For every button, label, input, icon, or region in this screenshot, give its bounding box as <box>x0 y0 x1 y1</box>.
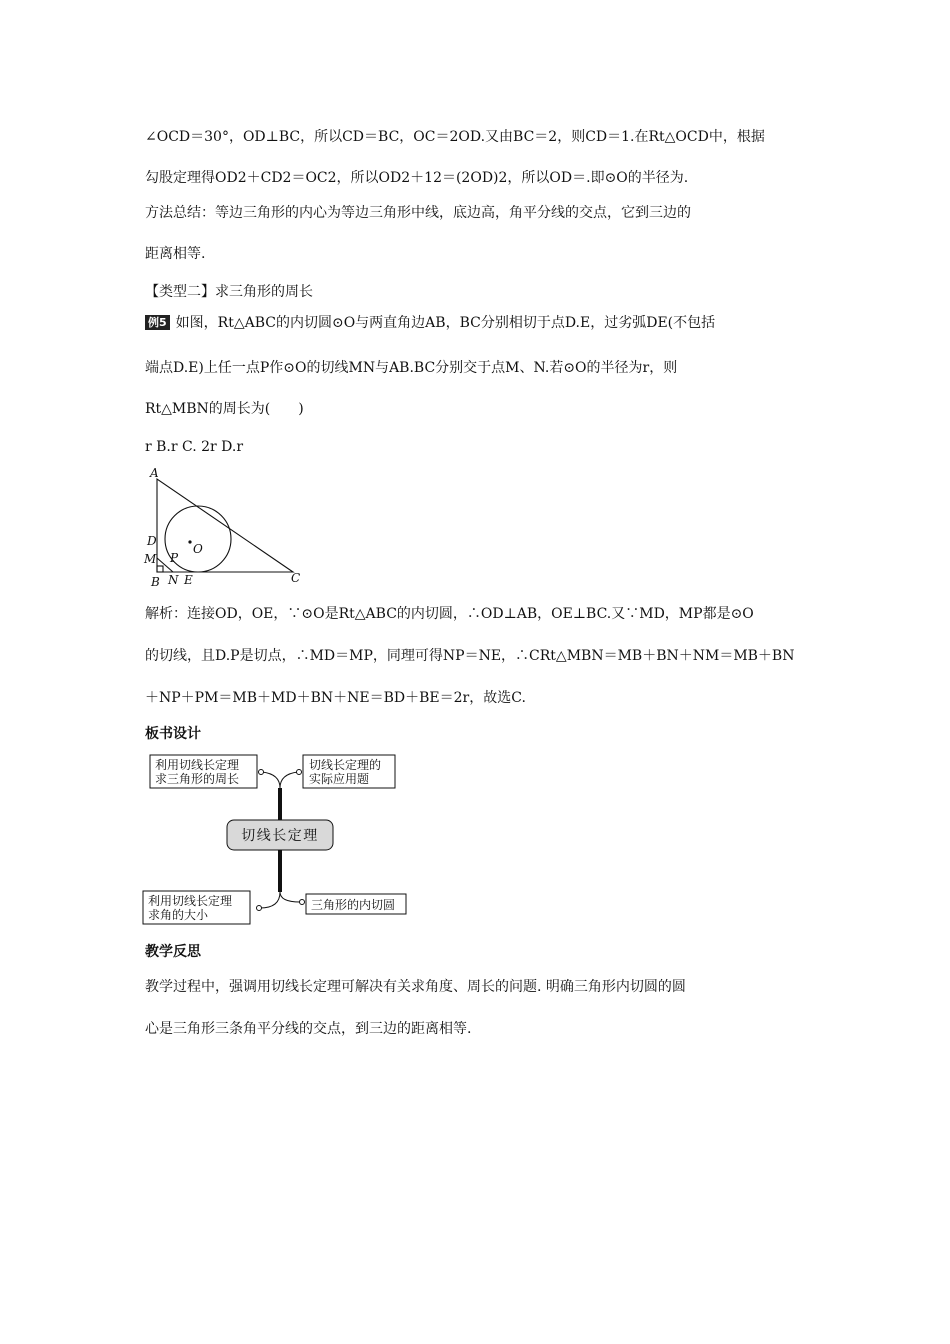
right-angle-mark <box>157 566 163 572</box>
top-left-line-2: 求三角形的周长 <box>155 772 240 786</box>
label-m: M <box>144 552 157 566</box>
example-5-line-1 <box>145 313 715 333</box>
method-summary-line-2: 距离相等. <box>145 246 206 262</box>
example-badge: 例5 <box>145 315 170 330</box>
top-right-line-1: 切线长定理的 <box>309 758 382 772</box>
label-e: E <box>184 573 193 587</box>
reflection-line-2: 心是三角形三条角平分线的交点，到三边的距离相等. <box>145 1021 472 1037</box>
top-right-line-2: 实际应用题 <box>309 772 370 786</box>
example-5-line-3: Rt△MBN的周长为( ) <box>145 401 304 417</box>
label-d: D <box>147 534 157 548</box>
example-5-text: 如图，Rt△ABC的内切圆⊙O与两直角边AB，BC分别相切于点D.E，过劣弧DE(不包括 <box>175 315 716 331</box>
center-text: 切线长定理 <box>241 828 319 844</box>
proof-line-2: 勾股定理得OD2＋CD2＝OC2，所以OD2＋12＝(2OD)2，所以OD＝.即⊙O的半径为. <box>145 170 689 186</box>
label-p: P <box>170 551 179 565</box>
type-two-heading: 【类型二】求三角形的周长 <box>145 284 313 300</box>
label-o: O <box>193 542 203 556</box>
solution-line-3: ＋NP＋PM＝MB＋MD＋BN＋NE＝BD＋BE＝2r，故选C. <box>145 690 526 706</box>
example-5-line-2: 端点D.E)上任一点P作⊙O的切线MN与AB.BC分别交于点M、N.若⊙O的半径为r，则 <box>145 360 678 376</box>
bottom-left-line-2: 求角的大小 <box>148 908 209 922</box>
solution-line-1: 解析：连接OD，OE，∵⊙O是Rt△ABC的内切圆，∴OD⊥AB，OE⊥BC.又∵MD，MP都是⊙O <box>145 606 754 622</box>
method-summary-line-1: 方法总结：等边三角形的内心为等边三角形中线，底边高，角平分线的交点，它到三边的 <box>145 205 691 221</box>
board-design-heading: 板书设计 <box>145 726 201 742</box>
incircle-figure <box>138 462 313 590</box>
reflection-line-1: 教学过程中，强调用切线长定理可解决有关求角度、周长的问题. 明确三角形内切圆的圆 <box>145 979 686 995</box>
label-a: A <box>150 466 159 480</box>
label-n: N <box>168 573 179 587</box>
answer-options: r B.r C. 2r D.r <box>145 439 244 455</box>
bottom-left-line-1: 利用切线长定理 <box>148 894 233 908</box>
bottom-right-text: 三角形的内切圆 <box>311 898 396 912</box>
top-left-line-1: 利用切线长定理 <box>155 758 240 772</box>
solution-line-2: 的切线，且D.P是切点，∴MD＝MP，同理可得NP＝NE，∴CRt△MBN＝MB＋BN＋NM＝MB＋BN <box>145 648 795 664</box>
board-mind-map <box>140 750 415 930</box>
center-point <box>188 540 191 543</box>
label-c: C <box>291 571 301 585</box>
label-b: B <box>151 575 160 589</box>
reflection-heading: 教学反思 <box>145 944 201 960</box>
proof-line-1: ∠OCD＝30°，OD⊥BC，所以CD＝BC，OC＝2OD.又由BC＝2，则CD＝1.在Rt△OCD中，根据 <box>145 129 765 145</box>
